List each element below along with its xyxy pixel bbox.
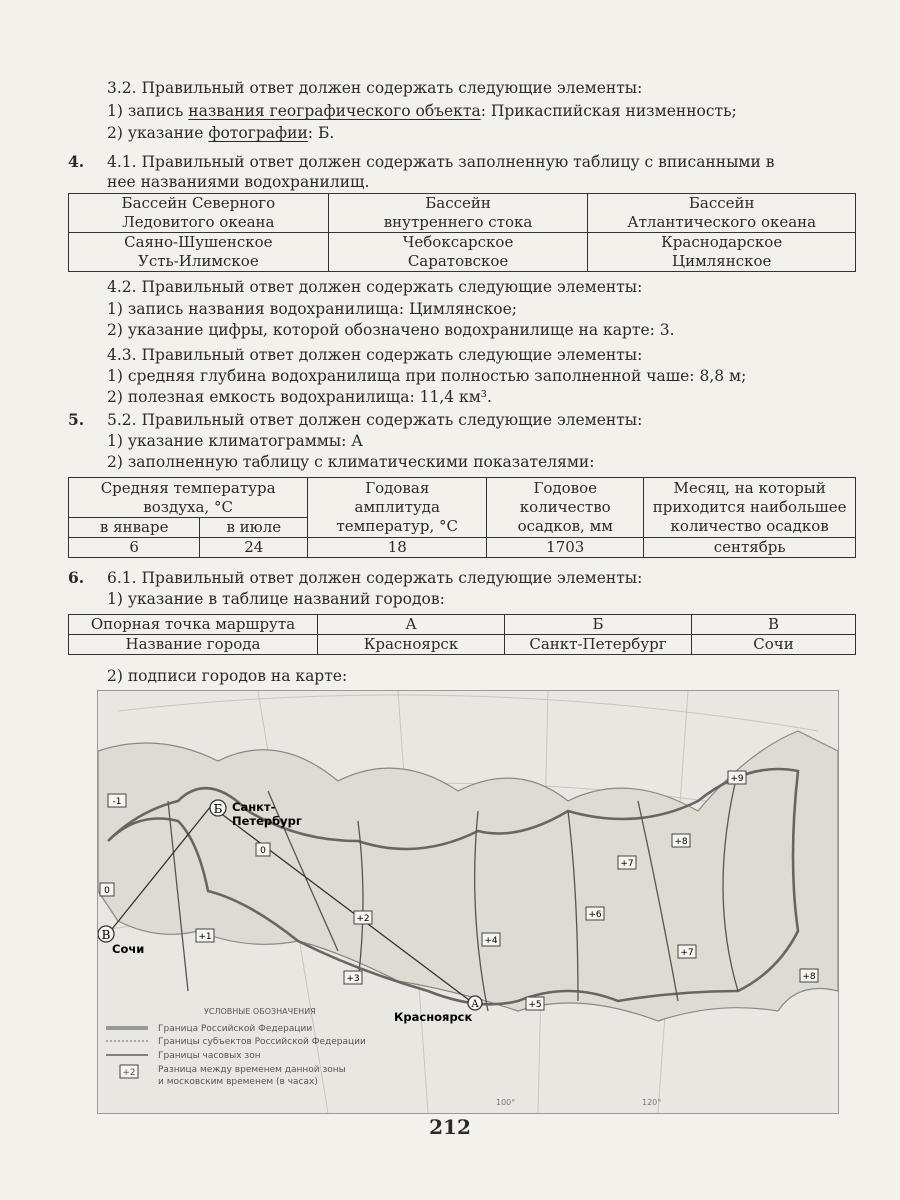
zone-box bbox=[354, 911, 372, 924]
svg-text:+7: +7 bbox=[620, 859, 634, 869]
sec5-number: 5. bbox=[68, 410, 85, 429]
city-label-spb-1: Санкт- bbox=[232, 800, 276, 814]
point-label: Б bbox=[213, 802, 223, 816]
table-cell: Месяц, на который приходится наибольшее количество осадков bbox=[644, 478, 856, 538]
svg-text:+8: +8 bbox=[802, 972, 816, 982]
point-label: В bbox=[101, 928, 111, 942]
table-cell: Годовая амплитуда температур, °С bbox=[308, 478, 487, 538]
sec4-number: 4. bbox=[68, 152, 85, 171]
table-cell: 6 bbox=[69, 538, 200, 558]
lon-label: 120° bbox=[642, 1098, 662, 1107]
zone-box bbox=[100, 883, 114, 896]
sec5-header: 5.2. Правильный ответ должен содержать следующие элементы: bbox=[107, 411, 643, 429]
sec6-item2: 2) подписи городов на карте: bbox=[107, 667, 348, 685]
svg-text:0: 0 bbox=[260, 846, 266, 856]
zone-box bbox=[256, 843, 270, 856]
svg-text:+9: +9 bbox=[730, 774, 744, 784]
sec42-item2: 2) указание цифры, которой обозначено водохранилище на карте: 3. bbox=[107, 321, 675, 339]
table-cell: Сочи bbox=[692, 635, 856, 655]
lon-label: 100° bbox=[496, 1098, 516, 1107]
table-cell: Красноярск bbox=[318, 635, 505, 655]
legend-item: Границы часовых зон bbox=[158, 1051, 261, 1061]
legend-item: Разница между временем данной зоны bbox=[158, 1065, 346, 1075]
page-number: 212 bbox=[429, 1115, 471, 1139]
zone-box bbox=[526, 997, 544, 1010]
table-cell: В bbox=[692, 615, 856, 635]
table-cell: Бассейн внутреннего стока bbox=[328, 194, 588, 233]
land-mass bbox=[98, 731, 838, 1021]
zone-box bbox=[618, 856, 636, 869]
svg-text:0: 0 bbox=[104, 886, 110, 896]
sec42-header: 4.2. Правильный ответ должен содержать следующие элементы: bbox=[107, 278, 643, 296]
table-cell: 18 bbox=[308, 538, 487, 558]
point-b bbox=[210, 800, 226, 816]
sec43-item2: 2) полезная емкость водохранилища: 11,4 км³. bbox=[107, 388, 492, 406]
sec4-line2: нее названиями водохранилищ. bbox=[107, 173, 370, 191]
sec3-item2: 2) указание фотографии: Б. bbox=[107, 124, 335, 142]
sec42-item1: 1) запись названия водохранилища: Цимлянское; bbox=[107, 300, 518, 318]
svg-text:+8: +8 bbox=[674, 837, 688, 847]
legend-sample: +2 bbox=[122, 1068, 136, 1078]
svg-text:+1: +1 bbox=[198, 932, 212, 942]
table-cell: Чебоксарское Саратовское bbox=[328, 233, 588, 272]
zone-box bbox=[108, 794, 126, 807]
table-cell: Средняя температура воздуха, °С bbox=[69, 478, 308, 518]
sec3-header: 3.2. Правильный ответ должен содержать следующие элементы: bbox=[107, 79, 643, 97]
city-label-sochi: Сочи bbox=[112, 942, 145, 956]
table-cell: Саяно-Шушенское Усть-Илимское bbox=[69, 233, 329, 272]
city-label-krasnoyarsk: Красноярск bbox=[394, 1010, 473, 1024]
sec3-item1: 1) запись названия географического объекта: Прикаспийская низменность; bbox=[107, 102, 737, 120]
table-cell: в июле bbox=[200, 518, 308, 538]
zone-box bbox=[196, 929, 214, 942]
table-cell: Б bbox=[505, 615, 692, 635]
legend-item: Граница Российской Федерации bbox=[158, 1024, 313, 1034]
svg-text:+7: +7 bbox=[680, 948, 694, 958]
sec6-header: 6.1. Правильный ответ должен содержать следующие элементы: bbox=[107, 569, 643, 587]
svg-text:-1: -1 bbox=[112, 797, 122, 807]
route-table bbox=[68, 614, 856, 655]
zone-box bbox=[678, 945, 696, 958]
legend-item: Границы субъектов Российской Федерации bbox=[158, 1037, 366, 1047]
legend-item: и московским временем (в часах) bbox=[158, 1077, 318, 1087]
zone-box bbox=[672, 834, 690, 847]
sec43-header: 4.3. Правильный ответ должен содержать следующие элементы: bbox=[107, 346, 643, 364]
zone-box bbox=[800, 969, 818, 982]
zone-box bbox=[728, 771, 746, 784]
table-cell: в январе bbox=[69, 518, 200, 538]
map-legend bbox=[106, 1007, 366, 1087]
city-label-spb-2: Петербург bbox=[232, 814, 302, 828]
sec6-item1: 1) указание в таблице названий городов: bbox=[107, 590, 445, 608]
sec5-item1: 1) указание климатограммы: А bbox=[107, 432, 364, 450]
climate-table bbox=[68, 477, 856, 558]
point-v bbox=[98, 926, 114, 942]
svg-text:+5: +5 bbox=[528, 1000, 542, 1010]
table-cell: Санкт-Петербург bbox=[505, 635, 692, 655]
table-cell: 1703 bbox=[487, 538, 644, 558]
time-zone-map bbox=[97, 690, 839, 1114]
table-cell: Опорная точка маршрута bbox=[69, 615, 318, 635]
map-drawing bbox=[98, 691, 838, 1113]
table-cell: 24 bbox=[200, 538, 308, 558]
sec5-item2: 2) заполненную таблицу с климатическими показателями: bbox=[107, 453, 595, 471]
legend-title: УСЛОВНЫЕ ОБОЗНАЧЕНИЯ bbox=[204, 1007, 316, 1016]
table-cell: Годовое количество осадков, мм bbox=[487, 478, 644, 538]
table-cell: Название города bbox=[69, 635, 318, 655]
sec43-item1: 1) средняя глубина водохранилища при полностью заполненной чаше: 8,8 м; bbox=[107, 367, 747, 385]
zone-box bbox=[586, 907, 604, 920]
table-cell: Бассейн Северного Ледовитого океана bbox=[69, 194, 329, 233]
svg-text:+6: +6 bbox=[588, 910, 602, 920]
sec6-number: 6. bbox=[68, 568, 85, 587]
point-a bbox=[468, 996, 482, 1010]
zone-box bbox=[482, 933, 500, 946]
svg-text:+4: +4 bbox=[484, 936, 498, 946]
table-cell: Бассейн Атлантического океана bbox=[588, 194, 856, 233]
table-cell: сентябрь bbox=[644, 538, 856, 558]
zone-box bbox=[344, 971, 362, 984]
point-label: А bbox=[471, 999, 479, 1010]
sec4-line1: 4.1. Правильный ответ должен содержать заполненную таблицу с вписанными в bbox=[107, 153, 775, 171]
table-cell: Краснодарское Цимлянское bbox=[588, 233, 856, 272]
svg-text:+2: +2 bbox=[356, 914, 370, 924]
svg-text:+3: +3 bbox=[346, 974, 360, 984]
table-cell: А bbox=[318, 615, 505, 635]
reservoir-table bbox=[68, 193, 856, 272]
